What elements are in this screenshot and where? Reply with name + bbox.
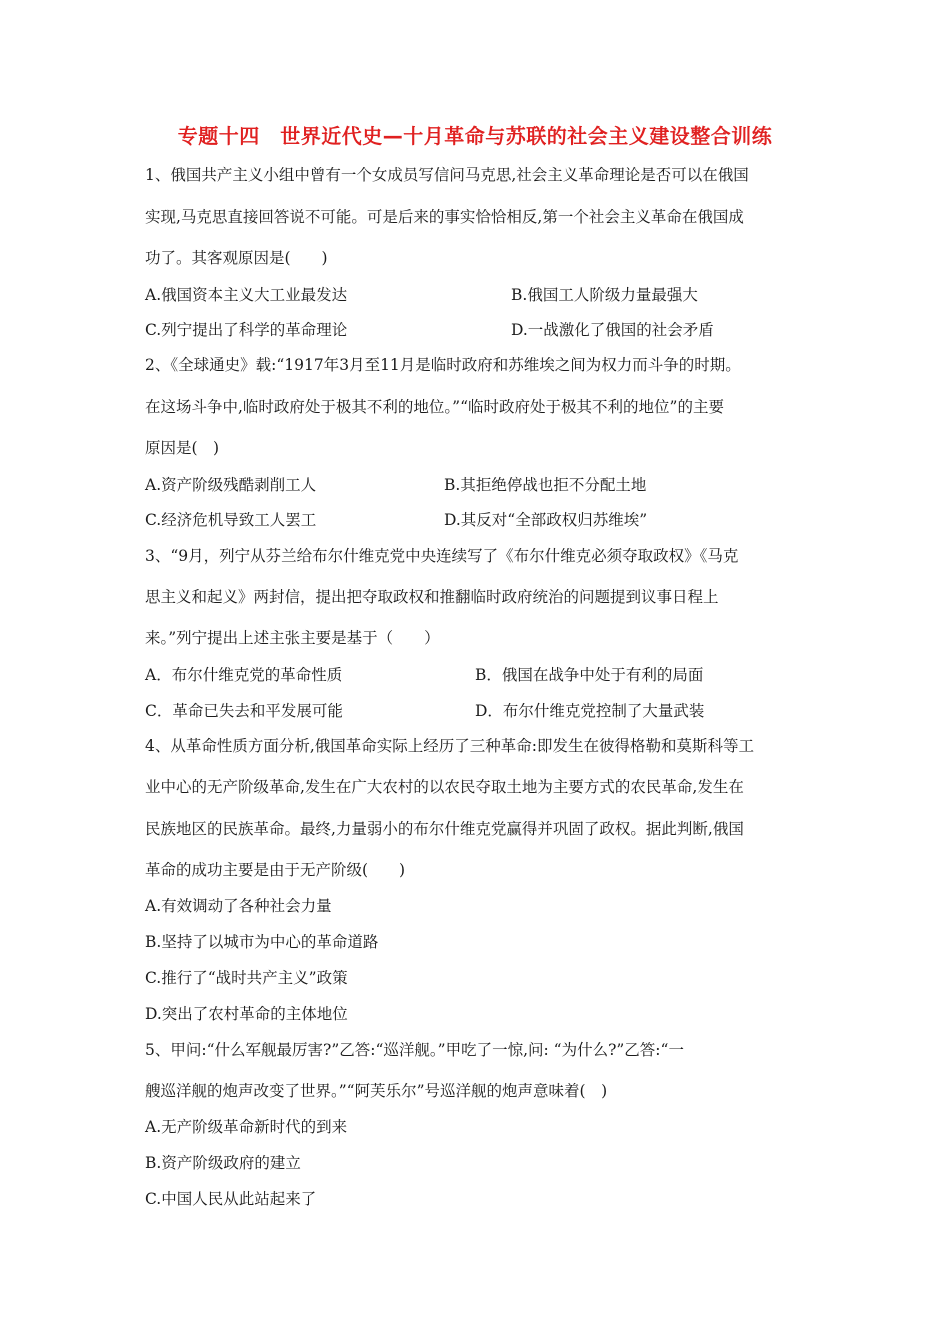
question-3-line-1: 3、“9月，列宁从芬兰给布尔什维克党中央连续写了《布尔什维克必须夺取政权》《马克	[145, 547, 739, 565]
question-5-line-1: 5、甲问:“什么军舰最厉害?”乙答:“巡洋舰。”甲吃了一惊,问: “为什么?”乙答:“一	[145, 1041, 684, 1059]
question-4-option-b: B.坚持了以城市为中心的革命道路	[145, 933, 379, 951]
question-4-option-d: D.突出了农村革命的主体地位	[145, 1005, 348, 1023]
question-1-option-b: B.俄国工人阶级力量最强大	[511, 286, 698, 304]
question-2-line-2: 在这场斗争中,临时政府处于极其不利的地位。”“临时政府处于极其不利的地位”的主要	[145, 398, 724, 416]
question-1-line-2: 实现,马克思直接回答说不可能。可是后来的事实恰恰相反,第一个社会主义革命在俄国成	[145, 208, 744, 226]
question-3-line-2: 思主义和起义》两封信，提出把夺取政权和推翻临时政府统治的问题提到议事日程上	[145, 588, 719, 606]
question-5-option-b: B.资产阶级政府的建立	[145, 1154, 301, 1172]
question-4-option-c: C.推行了“战时共产主义”政策	[145, 969, 348, 987]
question-2-line-1: 2、《全球通史》载:“1917年3月至11月是临时政府和苏维埃之间为权力而斗争的时期。	[145, 356, 741, 374]
question-1-option-c: C.列宁提出了科学的革命理论	[145, 321, 348, 339]
document-title: 专题十四 世界近代史—十月革命与苏联的社会主义建设整合训练	[177, 124, 773, 148]
question-3-option-d: D．布尔什维克党控制了大量武装	[475, 702, 705, 720]
question-3-option-a: A．布尔什维克党的革命性质	[145, 666, 343, 684]
question-1-option-d: D.一战激化了俄国的社会矛盾	[511, 321, 714, 339]
question-3-option-b: B．俄国在战争中处于有利的局面	[475, 666, 704, 684]
question-2-option-d: D.其反对“全部政权归苏维埃”	[444, 511, 648, 529]
question-4-line-4: 革命的成功主要是由于无产阶级( )	[145, 861, 406, 879]
question-2-line-3: 原因是( )	[145, 439, 220, 457]
question-1-line-3: 功了。其客观原因是( )	[145, 249, 328, 267]
question-5-line-2: 艘巡洋舰的炮声改变了世界。”“阿芙乐尔”号巡洋舰的炮声意味着( )	[145, 1082, 608, 1100]
question-5-option-c: C.中国人民从此站起来了	[145, 1190, 317, 1208]
question-4-line-3: 民族地区的民族革命。最终,力量弱小的布尔什维克党赢得并巩固了政权。据此判断,俄国	[145, 820, 744, 838]
question-1-option-a: A.俄国资本主义大工业最发达	[145, 286, 348, 304]
question-4-line-2: 业中心的无产阶级革命,发生在广大农村的以农民夺取土地为主要方式的农民革命,发生在	[145, 778, 744, 796]
question-3-option-c: C．革命已失去和平发展可能	[145, 702, 343, 720]
question-5-option-a: A.无产阶级革命新时代的到来	[145, 1118, 348, 1136]
question-2-option-c: C.经济危机导致工人罢工	[145, 511, 317, 529]
question-3-line-3: 来。”列宁提出上述主张主要是基于（ ）	[145, 629, 440, 647]
question-4-line-1: 4、从革命性质方面分析,俄国革命实际上经历了三种革命:即发生在彼得格勒和莫斯科等工	[145, 737, 755, 755]
question-1-line-1: 1、俄国共产主义小组中曾有一个女成员写信问马克思,社会主义革命理论是否可以在俄国	[145, 166, 749, 184]
question-2-option-b: B.其拒绝停战也拒不分配土地	[444, 476, 647, 494]
question-4-option-a: A.有效调动了各种社会力量	[145, 897, 332, 915]
question-2-option-a: A.资产阶级残酷剥削工人	[145, 476, 317, 494]
